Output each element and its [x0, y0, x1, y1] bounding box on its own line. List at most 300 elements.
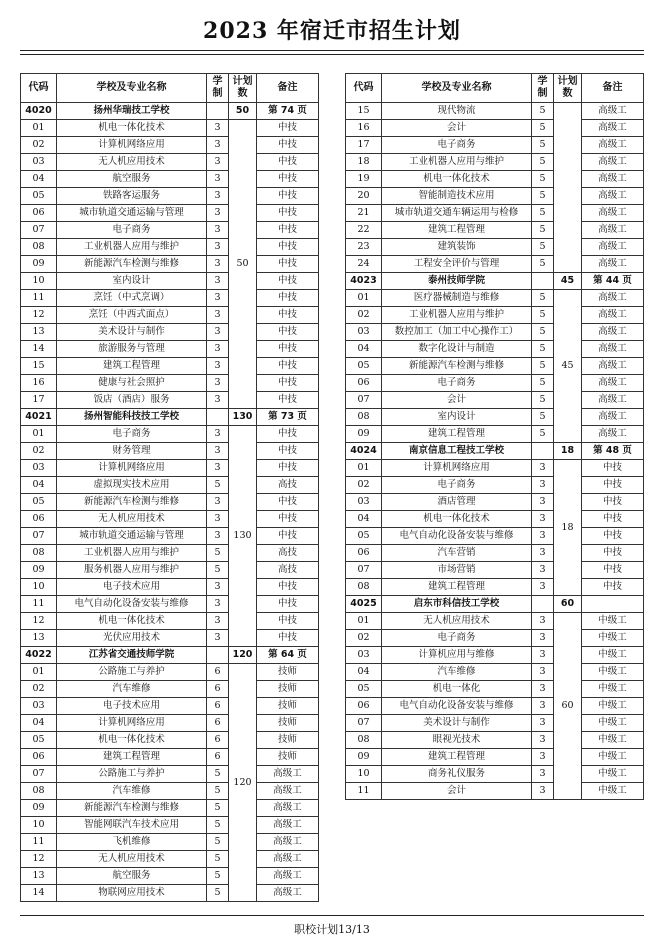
major-years: 5: [207, 800, 229, 817]
major-name: 飞机维修: [57, 834, 207, 851]
major-name: 商务礼仪服务: [382, 766, 532, 783]
page-footer: 职校计划13/13: [294, 923, 370, 936]
major-years: 5: [532, 324, 554, 341]
major-name: 建筑装饰: [382, 239, 532, 256]
major-level: 高技: [257, 545, 319, 562]
major-name: 电子商务: [382, 137, 532, 154]
footer-rule: [20, 915, 644, 916]
major-code: 08: [346, 732, 382, 749]
major-name: 建筑工程管理: [382, 749, 532, 766]
major-years: 5: [207, 834, 229, 851]
major-years: 3: [532, 783, 554, 800]
table-row: [346, 613, 644, 630]
major-code: 23: [346, 239, 382, 256]
major-code: 05: [21, 494, 57, 511]
major-code: 02: [21, 681, 57, 698]
table-row: [21, 868, 319, 885]
major-level: 高级工: [257, 766, 319, 783]
major-code: 03: [346, 494, 382, 511]
major-level: 高级工: [582, 120, 644, 137]
major-name: 建筑工程管理: [57, 749, 207, 766]
major-name: 计算机网络应用: [57, 137, 207, 154]
major-level: 高级工: [257, 834, 319, 851]
major-name: 工程安全评价与管理: [382, 256, 532, 273]
table-row: [21, 834, 319, 851]
major-name: 眼视光技术: [382, 732, 532, 749]
school-plan: 18: [554, 443, 582, 460]
major-level: 高级工: [257, 783, 319, 800]
major-years: 3: [207, 188, 229, 205]
major-name: 光伏应用技术: [57, 630, 207, 647]
major-name: 美术设计与制作: [57, 324, 207, 341]
table-row: [346, 154, 644, 171]
group-plan-count: [554, 103, 582, 273]
major-level: 中技: [582, 545, 644, 562]
enrollment-table-left: [20, 73, 319, 902]
major-years: 5: [532, 188, 554, 205]
major-level: 中技: [257, 511, 319, 528]
major-level: 中技: [582, 460, 644, 477]
school-row: [346, 273, 644, 290]
group-plan-count: 45: [554, 290, 582, 443]
major-years: 5: [532, 358, 554, 375]
major-level: 高级工: [582, 307, 644, 324]
major-years: 3: [207, 205, 229, 222]
major-years: 3: [532, 732, 554, 749]
group-plan-count: 50: [229, 120, 257, 409]
major-level: 中技: [257, 630, 319, 647]
major-code: 15: [21, 358, 57, 375]
table-row: [346, 341, 644, 358]
major-code: 04: [21, 715, 57, 732]
school-row: [21, 647, 319, 664]
major-name: 虚拟现实技术应用: [57, 477, 207, 494]
school-plan: 130: [229, 409, 257, 426]
major-name: 会计: [382, 120, 532, 137]
major-code: 09: [21, 562, 57, 579]
major-level: 高级工: [257, 851, 319, 868]
major-level: 中级工: [582, 613, 644, 630]
school-code: 4024: [346, 443, 382, 460]
major-years: 3: [207, 392, 229, 409]
table-row: [21, 120, 319, 137]
major-code: 08: [21, 239, 57, 256]
major-name: 工业机器人应用与维护: [57, 545, 207, 562]
school-row: [21, 409, 319, 426]
school-code: 4025: [346, 596, 382, 613]
major-name: 智能制造技术应用: [382, 188, 532, 205]
major-level: 高级工: [582, 341, 644, 358]
major-name: 机电一体化技术: [57, 613, 207, 630]
major-code: 07: [21, 766, 57, 783]
table-row: [346, 324, 644, 341]
table-row: [346, 307, 644, 324]
major-name: 公路施工与养护: [57, 766, 207, 783]
table-row: [21, 205, 319, 222]
major-code: 14: [21, 885, 57, 902]
major-level: 高级工: [257, 800, 319, 817]
major-code: 08: [346, 579, 382, 596]
major-years: 3: [207, 256, 229, 273]
major-code: 17: [346, 137, 382, 154]
major-code: 01: [21, 664, 57, 681]
major-code: 16: [346, 120, 382, 137]
table-row: [346, 579, 644, 596]
major-code: 03: [21, 698, 57, 715]
major-name: 服务机器人应用与维护: [57, 562, 207, 579]
table-row: [346, 732, 644, 749]
major-level: 高级工: [582, 137, 644, 154]
school-name: 泰州技师学院: [382, 273, 532, 290]
major-code: 09: [346, 749, 382, 766]
major-code: 06: [21, 749, 57, 766]
major-years: 5: [532, 392, 554, 409]
school-plan: 60: [554, 596, 582, 613]
major-level: 中技: [257, 426, 319, 443]
major-years: 5: [532, 341, 554, 358]
major-code: 04: [21, 171, 57, 188]
table-row: [346, 477, 644, 494]
major-level: 高级工: [582, 324, 644, 341]
table-row: [21, 307, 319, 324]
major-level: 中技: [582, 528, 644, 545]
major-code: 01: [346, 613, 382, 630]
major-years: 3: [532, 562, 554, 579]
major-code: 07: [346, 562, 382, 579]
table-row: [21, 392, 319, 409]
group-plan-count: 130: [229, 426, 257, 647]
major-level: 中技: [582, 494, 644, 511]
school-code: 4020: [21, 103, 57, 120]
school-plan: 120: [229, 647, 257, 664]
major-name: 无人机应用技术: [57, 511, 207, 528]
major-years: 3: [207, 460, 229, 477]
major-code: 17: [21, 392, 57, 409]
major-years: 5: [207, 562, 229, 579]
major-years: 5: [207, 545, 229, 562]
major-years: 3: [532, 647, 554, 664]
major-years: 3: [207, 273, 229, 290]
major-name: 智能网联汽车技术应用: [57, 817, 207, 834]
major-code: 11: [21, 834, 57, 851]
major-name: 现代物流: [382, 103, 532, 120]
major-years: 3: [532, 630, 554, 647]
major-years: 3: [207, 426, 229, 443]
major-years: 5: [532, 154, 554, 171]
major-level: 高级工: [582, 205, 644, 222]
major-name: 室内设计: [382, 409, 532, 426]
major-code: 06: [21, 511, 57, 528]
major-level: 中级工: [582, 681, 644, 698]
major-code: 05: [21, 732, 57, 749]
major-years: 3: [207, 120, 229, 137]
school-page-ref: 第 73 页: [257, 409, 319, 426]
major-years: 3: [207, 596, 229, 613]
major-code: 06: [21, 205, 57, 222]
school-name: 扬州华瑞技工学校: [57, 103, 207, 120]
major-code: 18: [346, 154, 382, 171]
major-years: 6: [207, 698, 229, 715]
major-code: 15: [346, 103, 382, 120]
school-name: 南京信息工程技工学校: [382, 443, 532, 460]
title-rule: [20, 50, 644, 51]
table-row: [21, 171, 319, 188]
major-years: 5: [532, 239, 554, 256]
major-level: 中技: [257, 341, 319, 358]
major-name: 航空服务: [57, 171, 207, 188]
table-row: [21, 426, 319, 443]
school-years: [207, 103, 229, 120]
major-name: 铁路客运服务: [57, 188, 207, 205]
major-name: 电子技术应用: [57, 579, 207, 596]
group-plan-count: 60: [554, 613, 582, 800]
major-years: 3: [532, 528, 554, 545]
school-page-ref: 第 64 页: [257, 647, 319, 664]
major-years: 3: [532, 681, 554, 698]
header-remark: 备注: [257, 74, 319, 103]
table-row: [21, 375, 319, 392]
table-row: [21, 188, 319, 205]
major-code: 03: [21, 460, 57, 477]
major-years: 3: [207, 222, 229, 239]
table-row: [21, 324, 319, 341]
table-row: [21, 511, 319, 528]
school-code: 4023: [346, 273, 382, 290]
major-years: 3: [532, 749, 554, 766]
header-name: 学校及专业名称: [57, 74, 207, 103]
major-name: 电子商务: [382, 477, 532, 494]
major-years: 5: [532, 205, 554, 222]
major-code: 04: [346, 341, 382, 358]
major-level: 高技: [257, 477, 319, 494]
table-row: [21, 596, 319, 613]
major-level: 高级工: [582, 392, 644, 409]
major-level: 技师: [257, 732, 319, 749]
major-level: 中级工: [582, 715, 644, 732]
table-row: [346, 545, 644, 562]
table-row: [21, 698, 319, 715]
major-years: 3: [207, 443, 229, 460]
table-row: [21, 562, 319, 579]
table-row: [346, 698, 644, 715]
major-years: 3: [532, 494, 554, 511]
major-level: 中技: [257, 460, 319, 477]
major-name: 建筑工程管理: [382, 222, 532, 239]
major-level: 中技: [257, 596, 319, 613]
major-level: 中技: [257, 256, 319, 273]
major-name: 旅游服务与管理: [57, 341, 207, 358]
major-name: 公路施工与养护: [57, 664, 207, 681]
major-level: 中技: [257, 120, 319, 137]
major-years: 3: [207, 307, 229, 324]
table-row: [21, 851, 319, 868]
major-name: 机电一体化技术: [57, 732, 207, 749]
major-years: 5: [207, 817, 229, 834]
major-years: 3: [207, 579, 229, 596]
major-level: 中技: [257, 290, 319, 307]
table-row: [346, 120, 644, 137]
school-years: [207, 409, 229, 426]
major-years: 3: [207, 630, 229, 647]
major-code: 07: [21, 528, 57, 545]
major-name: 新能源汽车检测与维修: [57, 494, 207, 511]
major-level: 高级工: [582, 426, 644, 443]
major-code: 04: [21, 477, 57, 494]
table-row: [346, 290, 644, 307]
group-plan-count: 120: [229, 664, 257, 902]
table-row: [346, 205, 644, 222]
major-level: 中技: [582, 511, 644, 528]
major-years: 6: [207, 732, 229, 749]
major-years: 5: [532, 137, 554, 154]
major-name: 无人机应用技术: [382, 613, 532, 630]
table-row: [346, 409, 644, 426]
major-name: 饭店（酒店）服务: [57, 392, 207, 409]
major-code: 20: [346, 188, 382, 205]
table-row: [21, 494, 319, 511]
page-title: 2023 年宿迁市招生计划: [203, 18, 461, 44]
major-years: 3: [532, 698, 554, 715]
table-row: [21, 613, 319, 630]
school-row: [21, 103, 319, 120]
major-level: 高级工: [257, 817, 319, 834]
major-name: 机电一体化: [382, 681, 532, 698]
major-name: 电子商务: [57, 426, 207, 443]
major-level: 中技: [257, 205, 319, 222]
school-row: [346, 596, 644, 613]
table-row: [346, 562, 644, 579]
major-years: 3: [207, 171, 229, 188]
major-name: 烹饪（中式烹调）: [57, 290, 207, 307]
major-name: 新能源汽车检测与维修: [57, 800, 207, 817]
major-name: 汽车营销: [382, 545, 532, 562]
major-name: 电气自动化设备安装与维修: [57, 596, 207, 613]
major-years: 3: [532, 579, 554, 596]
table-row: [21, 460, 319, 477]
major-name: 物联网应用技术: [57, 885, 207, 902]
major-years: 3: [207, 154, 229, 171]
major-years: 5: [532, 256, 554, 273]
major-level: 高技: [257, 562, 319, 579]
major-years: 3: [207, 375, 229, 392]
major-years: 3: [207, 358, 229, 375]
major-name: 健康与社会照护: [57, 375, 207, 392]
major-code: 07: [346, 715, 382, 732]
major-code: 05: [21, 188, 57, 205]
major-code: 10: [21, 817, 57, 834]
major-level: 中级工: [582, 766, 644, 783]
major-level: 高级工: [257, 868, 319, 885]
major-name: 电子技术应用: [57, 698, 207, 715]
major-years: 6: [207, 681, 229, 698]
group-plan-count: 18: [554, 460, 582, 596]
major-code: 05: [346, 681, 382, 698]
table-header-row: [346, 74, 644, 103]
table-row: [21, 290, 319, 307]
major-code: 13: [21, 868, 57, 885]
school-name: 启东市科信技工学校: [382, 596, 532, 613]
major-years: 6: [207, 664, 229, 681]
major-level: 中技: [257, 239, 319, 256]
header-remark: 备注: [582, 74, 644, 103]
major-years: 5: [207, 766, 229, 783]
major-level: 中技: [257, 154, 319, 171]
major-years: 3: [207, 511, 229, 528]
major-level: 高级工: [582, 171, 644, 188]
header-code: 代码: [21, 74, 57, 103]
major-level: 中技: [257, 443, 319, 460]
major-name: 美术设计与制作: [382, 715, 532, 732]
major-name: 医疗器械制造与维修: [382, 290, 532, 307]
major-years: 5: [532, 103, 554, 120]
table-row: [346, 511, 644, 528]
major-years: 3: [207, 324, 229, 341]
major-level: 高级工: [582, 409, 644, 426]
major-name: 汽车维修: [382, 664, 532, 681]
major-years: 3: [532, 545, 554, 562]
major-years: 3: [207, 528, 229, 545]
table-header-row: [21, 74, 319, 103]
school-years: [532, 443, 554, 460]
major-name: 会计: [382, 392, 532, 409]
major-code: 05: [346, 358, 382, 375]
school-years: [532, 273, 554, 290]
table-row: [21, 783, 319, 800]
major-name: 汽车维修: [57, 783, 207, 800]
major-name: 汽车维修: [57, 681, 207, 698]
table-row: [21, 256, 319, 273]
major-code: 13: [21, 630, 57, 647]
major-code: 11: [21, 596, 57, 613]
table-row: [21, 341, 319, 358]
major-code: 01: [346, 290, 382, 307]
major-name: 新能源汽车检测与维修: [382, 358, 532, 375]
school-name: 江苏省交通技师学院: [57, 647, 207, 664]
major-level: 技师: [257, 664, 319, 681]
table-row: [21, 749, 319, 766]
table-row: [21, 528, 319, 545]
major-code: 08: [21, 545, 57, 562]
major-name: 城市轨道交通运输与管理: [57, 205, 207, 222]
major-code: 02: [21, 137, 57, 154]
major-name: 市场营销: [382, 562, 532, 579]
major-name: 机电一体化技术: [57, 120, 207, 137]
major-level: 中技: [582, 477, 644, 494]
table-row: [21, 732, 319, 749]
major-level: 技师: [257, 681, 319, 698]
table-row: [21, 545, 319, 562]
major-years: 3: [207, 494, 229, 511]
major-level: 高级工: [582, 375, 644, 392]
major-level: 技师: [257, 715, 319, 732]
major-years: 5: [207, 783, 229, 800]
major-code: 09: [346, 426, 382, 443]
major-level: 中技: [257, 222, 319, 239]
major-years: 3: [532, 715, 554, 732]
major-name: 无人机应用技术: [57, 851, 207, 868]
table-row: [21, 800, 319, 817]
table-row: [346, 460, 644, 477]
header-code: 代码: [346, 74, 382, 103]
major-code: 02: [21, 443, 57, 460]
major-years: 5: [532, 171, 554, 188]
major-code: 21: [346, 205, 382, 222]
major-code: 04: [346, 664, 382, 681]
major-level: 中技: [257, 324, 319, 341]
major-level: 中技: [257, 307, 319, 324]
major-level: 高级工: [582, 290, 644, 307]
major-code: 19: [346, 171, 382, 188]
